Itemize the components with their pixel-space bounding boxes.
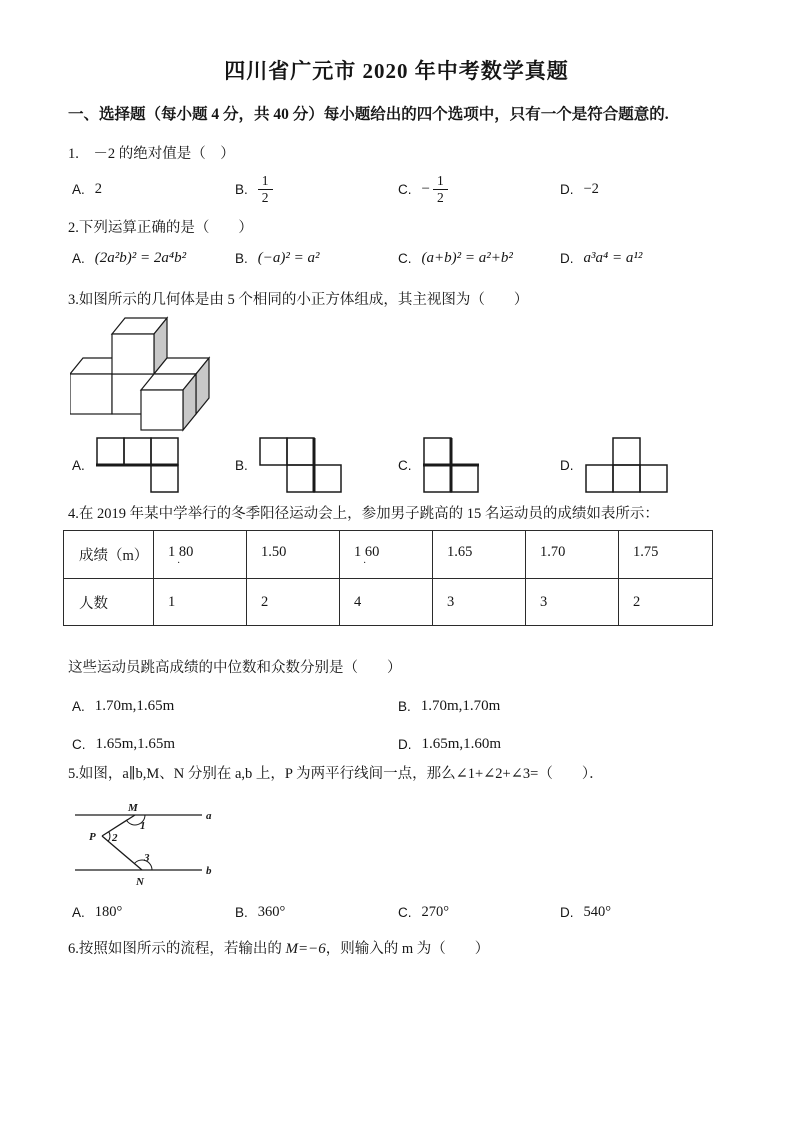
score-table [63, 530, 713, 626]
option-text: 360° [257, 903, 286, 920]
question-6-stem-pre: 6.按照如图所示的流程，若输出的 [68, 941, 286, 957]
option-c [398, 904, 560, 921]
question-5-options [68, 901, 725, 923]
option-letter: C. [72, 736, 86, 752]
option-d [560, 904, 725, 921]
row-header: 人数 [64, 579, 154, 626]
option-c [398, 173, 560, 204]
option-a [72, 698, 398, 715]
option-text: 1.70m,1.70m [420, 697, 501, 714]
option-letter: D. [560, 181, 574, 197]
option-formula: (−a)² = a² [257, 249, 320, 266]
option-letter: D. [560, 904, 574, 920]
table-cell: 1.75 [619, 531, 713, 579]
table-cell: 1.65 [433, 531, 526, 579]
option-d [560, 181, 725, 198]
option-formula: a³a⁴ = a¹² [583, 249, 643, 266]
label-angle-3: 3 [144, 852, 150, 864]
label-n: N [136, 876, 144, 888]
minus-sign: − [421, 180, 430, 197]
table-cell: 1.70 [526, 531, 619, 579]
fraction-denominator: 2 [436, 189, 444, 205]
label-angle-2: 2 [112, 832, 118, 844]
label-line-a: a [206, 810, 212, 822]
option-letter: A. [72, 181, 85, 197]
table-cell: 1 [154, 579, 247, 626]
view-option-a-figure [95, 436, 183, 494]
question-5 [68, 764, 725, 923]
question-3-options [68, 436, 725, 494]
option-a [72, 181, 235, 198]
option-b [235, 173, 398, 204]
option-letter: D. [560, 250, 574, 266]
question-2-options [68, 244, 725, 272]
question-2-stem: 2.下列运算正确的是（ ） [68, 220, 253, 236]
table-row-score [64, 531, 713, 579]
view-option-b-figure [258, 436, 346, 494]
cube-front-face [112, 334, 154, 374]
option-b [235, 904, 398, 921]
parallel-lines-figure [74, 798, 234, 893]
label-line-b: b [206, 865, 212, 877]
question-6-math: M=−6 [285, 941, 326, 957]
option-a [72, 436, 235, 494]
option-formula: (a+b)² = a²+b² [421, 249, 513, 266]
page-title: 四川省广元市 2020 年中考数学真题 [224, 59, 569, 83]
option-letter: A. [72, 457, 85, 473]
question-4-stem: 4.在 2019 年某中学举行的冬季阳径运动会上，参加男子跳高的 15 名运动员的成绩如表所示： [68, 506, 659, 522]
option-letter: D. [560, 457, 574, 473]
segment-mp [102, 815, 135, 836]
option-letter: A. [72, 698, 85, 714]
option-text: 1.65m,1.65m [95, 735, 176, 752]
view-option-d-figure [584, 436, 672, 494]
question-6-stem-post: ，则输入的 m 为（ ） [325, 941, 490, 957]
option-c [72, 736, 398, 753]
label-m: M [128, 802, 138, 814]
option-d [560, 250, 725, 267]
table-cell: 2 [619, 579, 713, 626]
table-cell: 1.50 [247, 531, 340, 579]
option-b [235, 250, 398, 267]
question-3-stem: 3.如图所示的几何体是由 5 个相同的小正方体组成，其主视图为（ ） [68, 292, 529, 308]
table-cell: 1 80 · [154, 531, 247, 579]
option-b [235, 436, 398, 494]
option-letter: B. [235, 904, 248, 920]
question-4-followup-stem: 这些运动员跳高成绩的中位数和众数分别是（ ） [68, 660, 402, 676]
option-b [398, 698, 725, 715]
label-angle-1: 1 [140, 820, 146, 832]
table-cell: 2 [247, 579, 340, 626]
question-3 [68, 290, 725, 494]
option-text: 180° [94, 903, 123, 920]
option-a [72, 250, 235, 267]
option-letter: B. [235, 457, 248, 473]
question-4-options-ab [68, 694, 725, 718]
question-1-options [68, 166, 725, 212]
option-letter: B. [235, 181, 248, 197]
fraction-denominator: 2 [261, 189, 269, 205]
option-text: 2 [94, 180, 103, 197]
option-letter: B. [235, 250, 248, 266]
option-letter: D. [398, 736, 412, 752]
table-cell: 1 60 · [340, 531, 433, 579]
option-c [398, 436, 560, 494]
question-6 [68, 937, 725, 958]
question-4-options-cd [68, 732, 725, 756]
fraction-numerator: 1 [433, 173, 448, 189]
cube-front-face [70, 374, 112, 414]
option-text: 270° [421, 903, 450, 920]
cube-front-face [141, 390, 183, 430]
option-letter: C. [398, 904, 412, 920]
view-option-c-figure [422, 436, 484, 494]
angle-2-arc [108, 832, 110, 842]
option-c [398, 250, 560, 267]
question-1 [68, 144, 725, 212]
option-d [560, 436, 725, 494]
label-p: P [89, 831, 96, 843]
row-header: 成绩（m） [64, 531, 154, 579]
option-formula: (2a²b)² = 2a⁴b² [94, 249, 187, 266]
question-2 [68, 218, 725, 272]
question-1-stem: 1. －2 的绝对值是（ ） [68, 146, 235, 162]
option-text: 540° [583, 903, 612, 920]
question-4 [68, 504, 725, 756]
table-row-count [64, 579, 713, 626]
table-cell: 3 [526, 579, 619, 626]
option-letter: B. [398, 698, 411, 714]
fraction-numerator: 1 [258, 173, 273, 189]
five-cube-solid-figure [70, 316, 220, 434]
fraction [258, 173, 273, 204]
option-letter: C. [398, 457, 412, 473]
option-letter: A. [72, 904, 85, 920]
table-cell: 3 [433, 579, 526, 626]
fraction [433, 173, 448, 204]
question-5-stem: 5.如图，a∥b,M、N 分别在 a,b 上，P 为两平行线间一点，那么∠1+∠2+∠3=（ ）． [68, 766, 604, 782]
option-letter: A. [72, 250, 85, 266]
table-cell: 4 [340, 579, 433, 626]
option-letter: C. [398, 181, 412, 197]
option-letter: C. [398, 250, 412, 266]
section-header: 一、选择题（每小题 4 分，共 40 分）每小题给出的四个选项中，只有一个是符合题意的. [68, 106, 669, 123]
option-a [72, 904, 235, 921]
option-text: 1.70m,1.65m [94, 697, 175, 714]
option-text: 1.65m,1.60m [421, 735, 502, 752]
option-d [398, 736, 725, 753]
option-text: −2 [583, 180, 599, 197]
